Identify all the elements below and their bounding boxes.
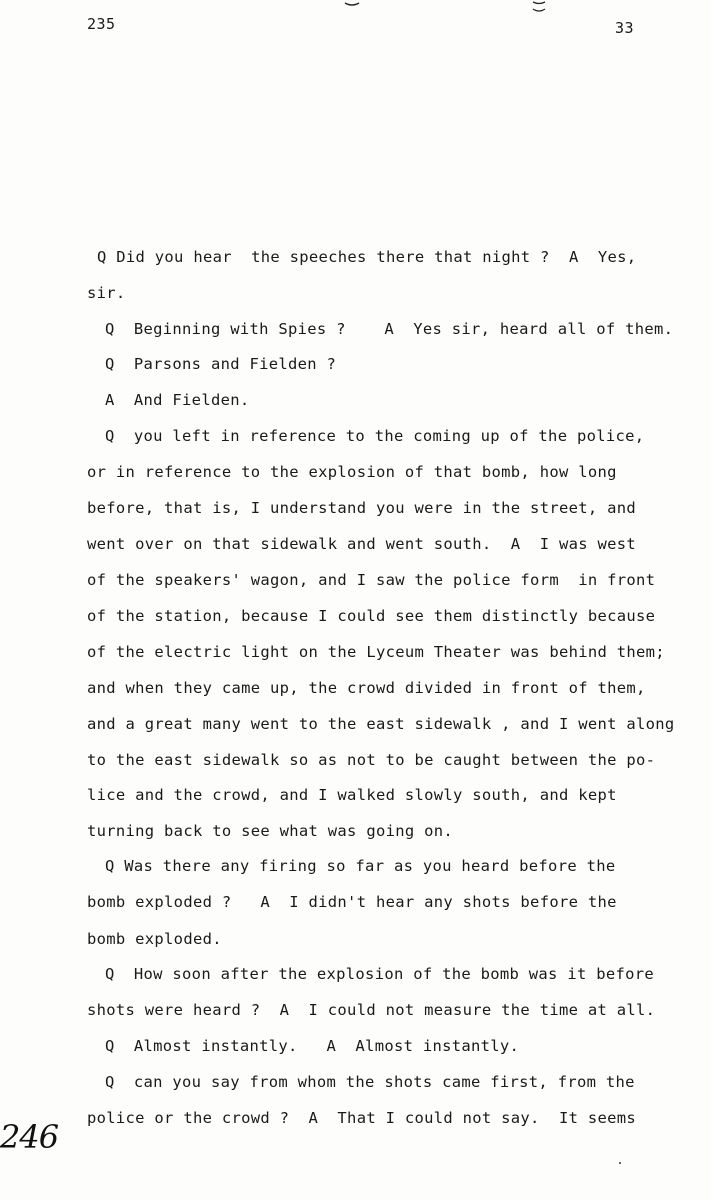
top-margin-mark	[344, 0, 360, 8]
text-line: Q How soon after the explosion of the bomb was it before	[105, 965, 655, 983]
text-line: bomb exploded.	[87, 930, 222, 948]
text-line: Q Beginning with Spies ? A Yes sir, heard all of them.	[105, 320, 674, 338]
text-line: shots were heard ? A I could not measure the time at all.	[87, 1001, 656, 1019]
text-line: before, that is, I understand you were in the street, and	[87, 499, 637, 517]
text-line: lice and the crowd, and I walked slowly south, and kept	[87, 786, 617, 804]
top-margin-mark	[531, 0, 547, 14]
archive-page-number: 235	[87, 15, 116, 33]
text-line: to the east sidewalk so as not to be caught between the po-	[87, 751, 656, 769]
text-line: Q Parsons and Fielden ?	[105, 355, 337, 373]
text-line: of the station, because I could see them distinctly because	[87, 607, 656, 625]
text-line: police or the crowd ? A That I could not say. It seems	[87, 1109, 637, 1127]
text-line: or in reference to the explosion of that bomb, how long	[87, 463, 617, 481]
text-line: sir.	[87, 284, 126, 302]
text-line: of the speakers' wagon, and I saw the police form in front	[87, 571, 656, 589]
text-line: went over on that sidewalk and went south. A I was west	[87, 535, 637, 553]
text-line: A And Fielden.	[105, 391, 250, 409]
text-line: bomb exploded ? A I didn't hear any shots before the	[87, 893, 617, 911]
text-line: of the electric light on the Lyceum Theater was behind them;	[87, 643, 665, 661]
ink-speck	[619, 1162, 621, 1164]
page-number: 33	[615, 19, 635, 37]
text-line: and a great many went to the east sidewalk , and I went along	[87, 715, 675, 733]
text-line: Q you left in reference to the coming up of the police,	[105, 427, 645, 445]
text-line: Q Did you hear the speeches there that night ? A Yes,	[97, 248, 637, 266]
text-line: Q Almost instantly. A Almost instantly.	[105, 1037, 520, 1055]
handwritten-page-number: 246	[0, 1118, 59, 1156]
text-line: turning back to see what was going on.	[87, 822, 454, 840]
text-line: and when they came up, the crowd divided in front of them,	[87, 679, 646, 697]
text-line: Q Was there any firing so far as you heard before the	[105, 857, 616, 875]
text-line: Q can you say from whom the shots came first, from the	[105, 1073, 635, 1091]
